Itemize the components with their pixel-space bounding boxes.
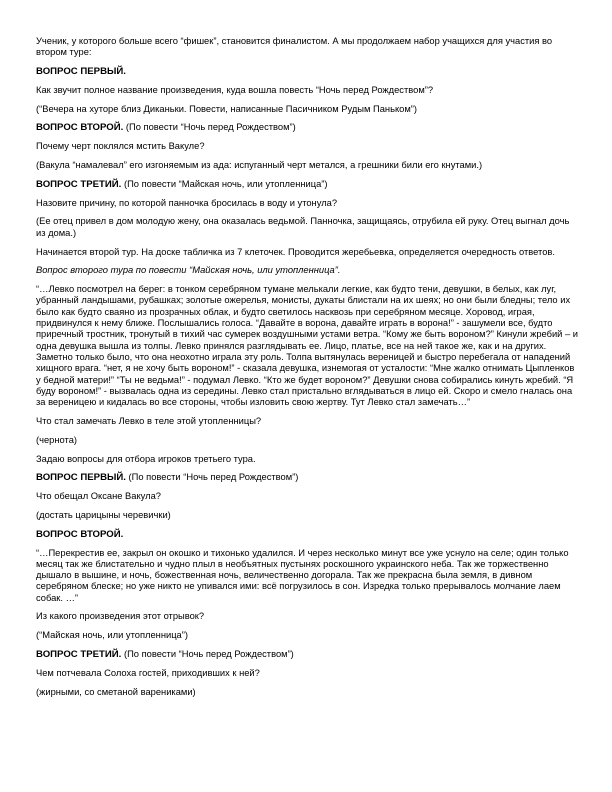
round2-q3-answer: (Ее отец привел в дом молодую жену, она оказалась ведьмой. Панночка, защищаясь, отрубила ей руку. Отец выгнал дочь из дома.)	[36, 216, 570, 238]
round2-q1-text: Как звучит полное название произведения, куда вошла повесть “Ночь перед Рождеством”?	[36, 84, 434, 95]
round2-q2-text: Почему черт поклялся мстить Вакуле?	[36, 141, 205, 152]
document-page	[36, 36, 580, 705]
round2-q2-answer: (Вакула “намалевал” его изгоняемым из ада: испуганный черт метался, а грешники били его кнутами.)	[36, 160, 483, 171]
round2-q3-text: Назовите причину, по которой панночка бросилась в воду и утонула?	[36, 197, 338, 208]
round2-q2-heading: ВОПРОС ВТОРОЙ. (По повести “Ночь перед Рождеством”)	[36, 122, 296, 134]
third-q1-text: Что обещал Оксане Вакула?	[36, 491, 161, 502]
intro-paragraph: Ученик, у которого больше всего “фишек”, становится финалистом. А мы продолжаем набор учащихся для участия во втором туре:	[36, 36, 553, 58]
second-tour-question: Что стал замечать Левко в теле этой утопленницы?	[36, 415, 262, 426]
third-q3-answer: (жирными, со сметаной варениками)	[36, 686, 196, 697]
round2-q1-answer: (“Вечера на хуторе близ Диканьки. Повести, написанные Пасичником Рудым Паньком”)	[36, 103, 417, 114]
third-selection-intro: Задаю вопросы для отбора игроков третьего тура.	[36, 453, 256, 464]
second-tour-intro: Начинается второй тур. На доске табличка из 7 клеточек. Проводится жеребьевка, определяется очередность ответов.	[36, 246, 555, 257]
third-q2-heading: ВОПРОС ВТОРОЙ.	[36, 528, 124, 540]
third-q2-answer: (“Майская ночь, или утопленница”)	[36, 630, 188, 641]
round2-q3-heading: ВОПРОС ТРЕТИЙ. (По повести “Майская ночь, или утопленница”)	[36, 178, 328, 190]
second-tour-excerpt: “…Левко посмотрел на берег: в тонком серебряном тумане мелькали легкие, как будто тени, девушки, в белых, как луг, убранный ландышами, рубашках; золотые ожерелья, мониcты, дукаты блистали на их шеях; но они были бледны; тело их было как будто сваяно из прозрачных облак, и будто светилось насквозь при серебряном месяце. Хоровод, играя, придвинулся к нему ближе. Послышались голоса. “Давайте в ворона, давайте играть в ворона!” - зашумели все, будто приречный тростник, тронутый в тихий час сумерек воздушными устами ветра. “Кому же быть вороном?” Кинули жребий – и одна девушка вышла из толпы. Левко принялся разглядывать ее. Лицо, платье, все на ней такое же, как и на других. Заметно только было, что она неохотно играла эту роль. Толпа вытянулась вереницей и быстро перебегала от нападений хищного врага. “нет, я не хочу быть вороном!” - сказала девушка, изнемогая от усталости: “Мне жалко отнимать Цыпленков у бедной матери!” “Ты не ведьма!” - подумал Левко. “Кто же будет вороном?” Девушки снова собирались кинуть жребий. “Я буду вороном!” - вызвалась одна из середины. Левко стал пристально вглядываться в лицо ей. Скоро и смело гналась она за вереницею и кидалась во все стороны, чтобы изловить свою жертву. Тут Левко стал замечать…”	[36, 284, 579, 408]
second-tour-question-title: Вопрос второго тура по повести “Майская ночь, или утопленница”.	[36, 265, 341, 276]
third-q2-text: Из какого произведения этот отрывок?	[36, 611, 205, 622]
third-q1-heading: ВОПРОС ПЕРВЫЙ. (По повести “Ночь перед Рождеством”)	[36, 472, 299, 484]
second-tour-answer: (чернота)	[36, 434, 78, 445]
round2-q1-heading: ВОПРОС ПЕРВЫЙ.	[36, 66, 126, 78]
third-q1-answer: (достать царицыны черевички)	[36, 509, 171, 520]
third-q3-text: Чем потчевала Солоха гостей, приходивших к ней?	[36, 667, 260, 678]
third-q3-heading: ВОПРОС ТРЕТИЙ. (По повести “Ночь перед Рождеством”)	[36, 649, 294, 661]
third-q2-excerpt: “…Перекрестив ее, закрыл он окошко и тихонько удалился. И через несколько минут все уже уснуло на селе; один только месяц так же блистательно и чудно плыл в необъятных пустынях роскошного украинского неба. Так же торжественно дышало в вышине, и ночь, божественная ночь, величественно догорала. Так же прекрасна была земля, в дивном серебряном блеске; но уже никто не упивался ими: всё погрузилось в сон. Изредка только прерывалось молчание лаем собак. …”	[36, 547, 569, 603]
